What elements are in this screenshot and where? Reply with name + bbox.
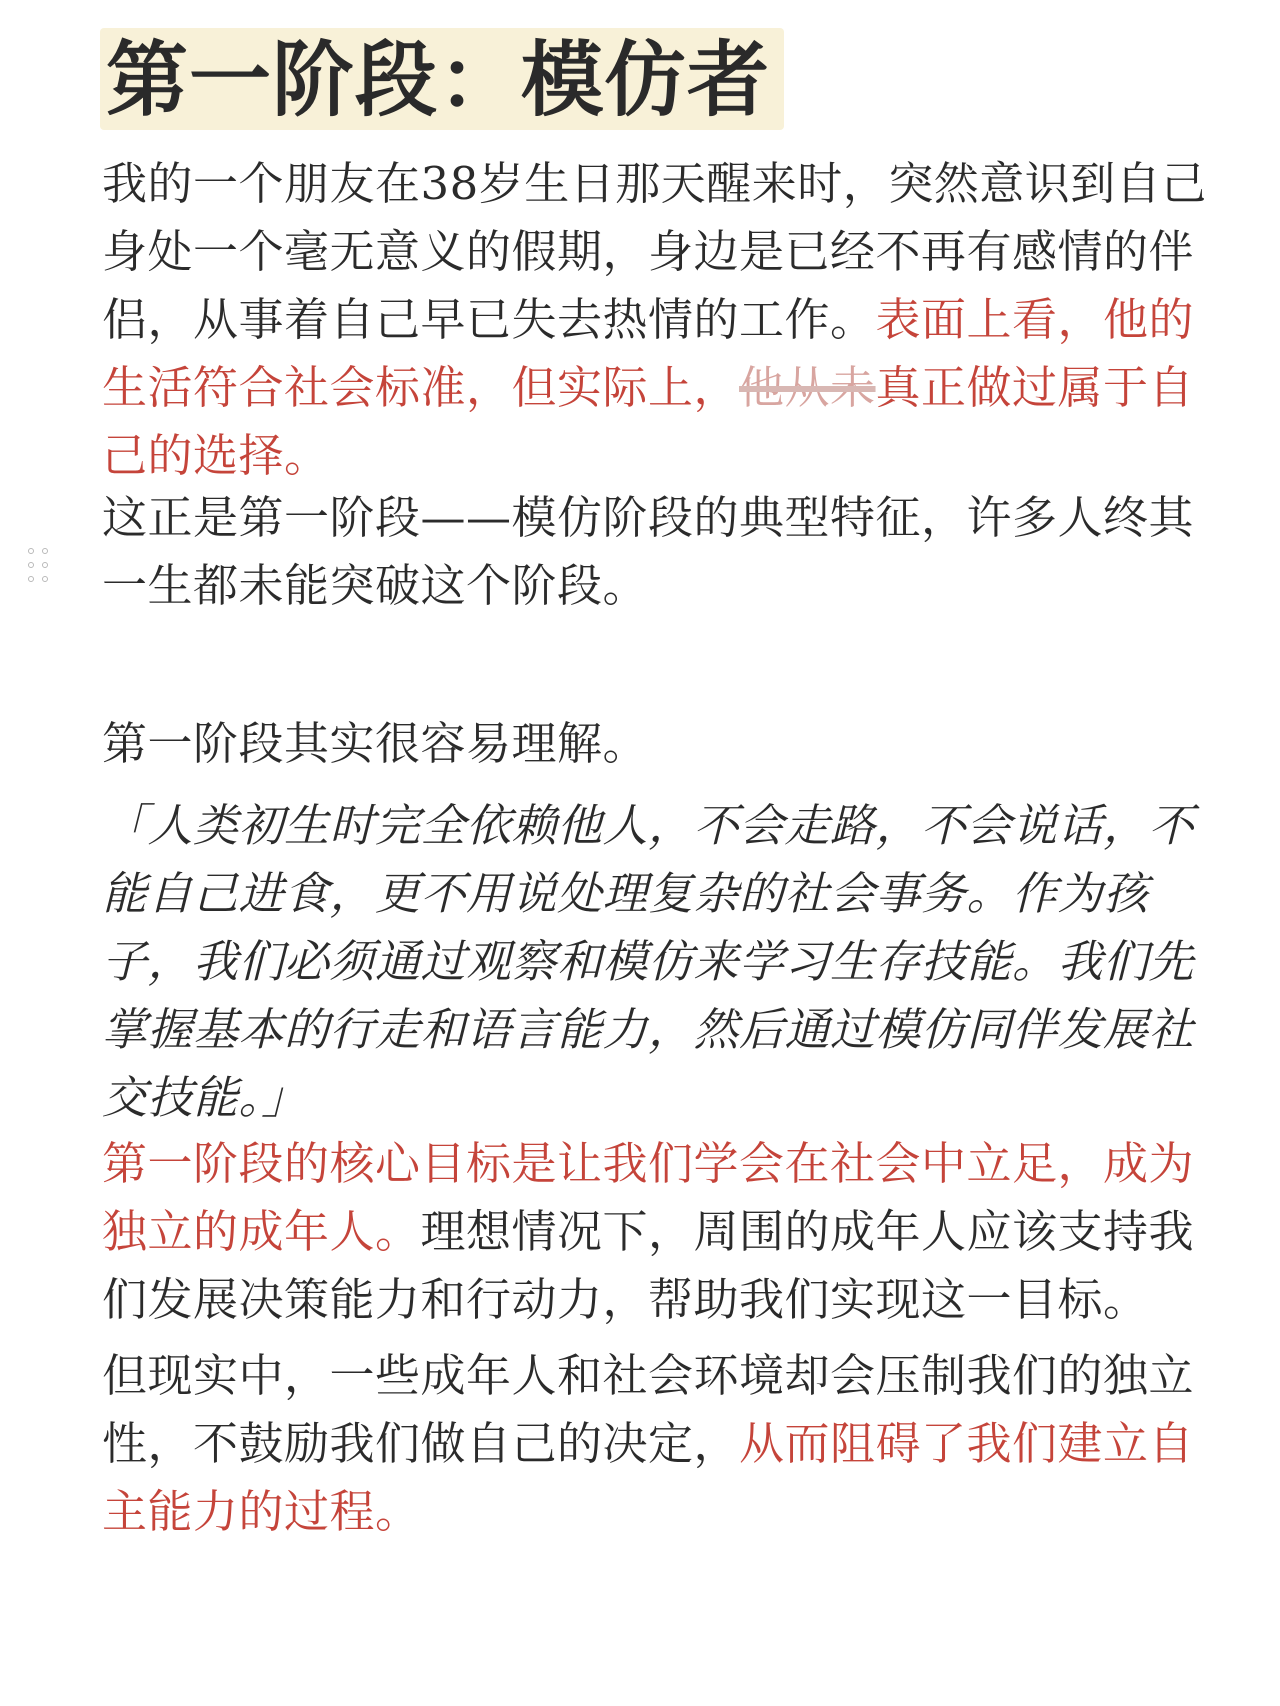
paragraph-easy: 第一阶段其实很容易理解。 <box>102 717 649 770</box>
intro-highlight-b: 真正做过属于自己的选择。 <box>102 361 1195 482</box>
paragraph-intro <box>102 150 1214 490</box>
title-highlight <box>100 28 784 130</box>
core-goal-highlight: 第一阶段的核心目标是让我们学会在社会中立足，成为独立的成年人。 <box>102 1137 1195 1258</box>
drag-handle-icon[interactable] <box>28 548 50 588</box>
page-title: 第一阶段：模仿者 <box>106 32 771 128</box>
paragraph-stage-feature: 这正是第一阶段——模仿阶段的典型特征，许多人终其一生都未能突破这个阶段。 <box>102 491 1195 612</box>
intro-highlight-a: 表面上看，他的生活符合社会标准，但实际上， <box>102 293 1195 414</box>
paragraph-core-goal <box>102 1130 1214 1334</box>
paragraph-reality <box>102 1342 1214 1546</box>
intro-text: 我的一个朋友在38岁生日那天醒来时，突然意识到自己身处一个毫无意义的假期，身边是已经不再有感情的伴侣，从事着自己早已失去热情的工作。 <box>102 157 1207 346</box>
reality-highlight: 从而阻碍了我们建立自主能力的过程。 <box>102 1417 1195 1538</box>
core-goal-text: 理想情况下，周围的成年人应该支持我们发展决策能力和行动力，帮助我们实现这一目标。 <box>102 1205 1195 1326</box>
intro-strikethrough: 他从未 <box>739 361 876 414</box>
quote-block: 「人类初生时完全依赖他人，不会走路，不会说话，不能自己进食，更不用说处理复杂的社会事务。作为孩子，我们必须通过观察和模仿来学习生存技能。我们先掌握基本的行走和语言能力，然后通过模仿同伴发展社交技能。」 <box>102 799 1195 1124</box>
reality-text: 但现实中，一些成年人和社会环境却会压制我们的独立性，不鼓励我们做自己的决定， <box>102 1349 1195 1470</box>
